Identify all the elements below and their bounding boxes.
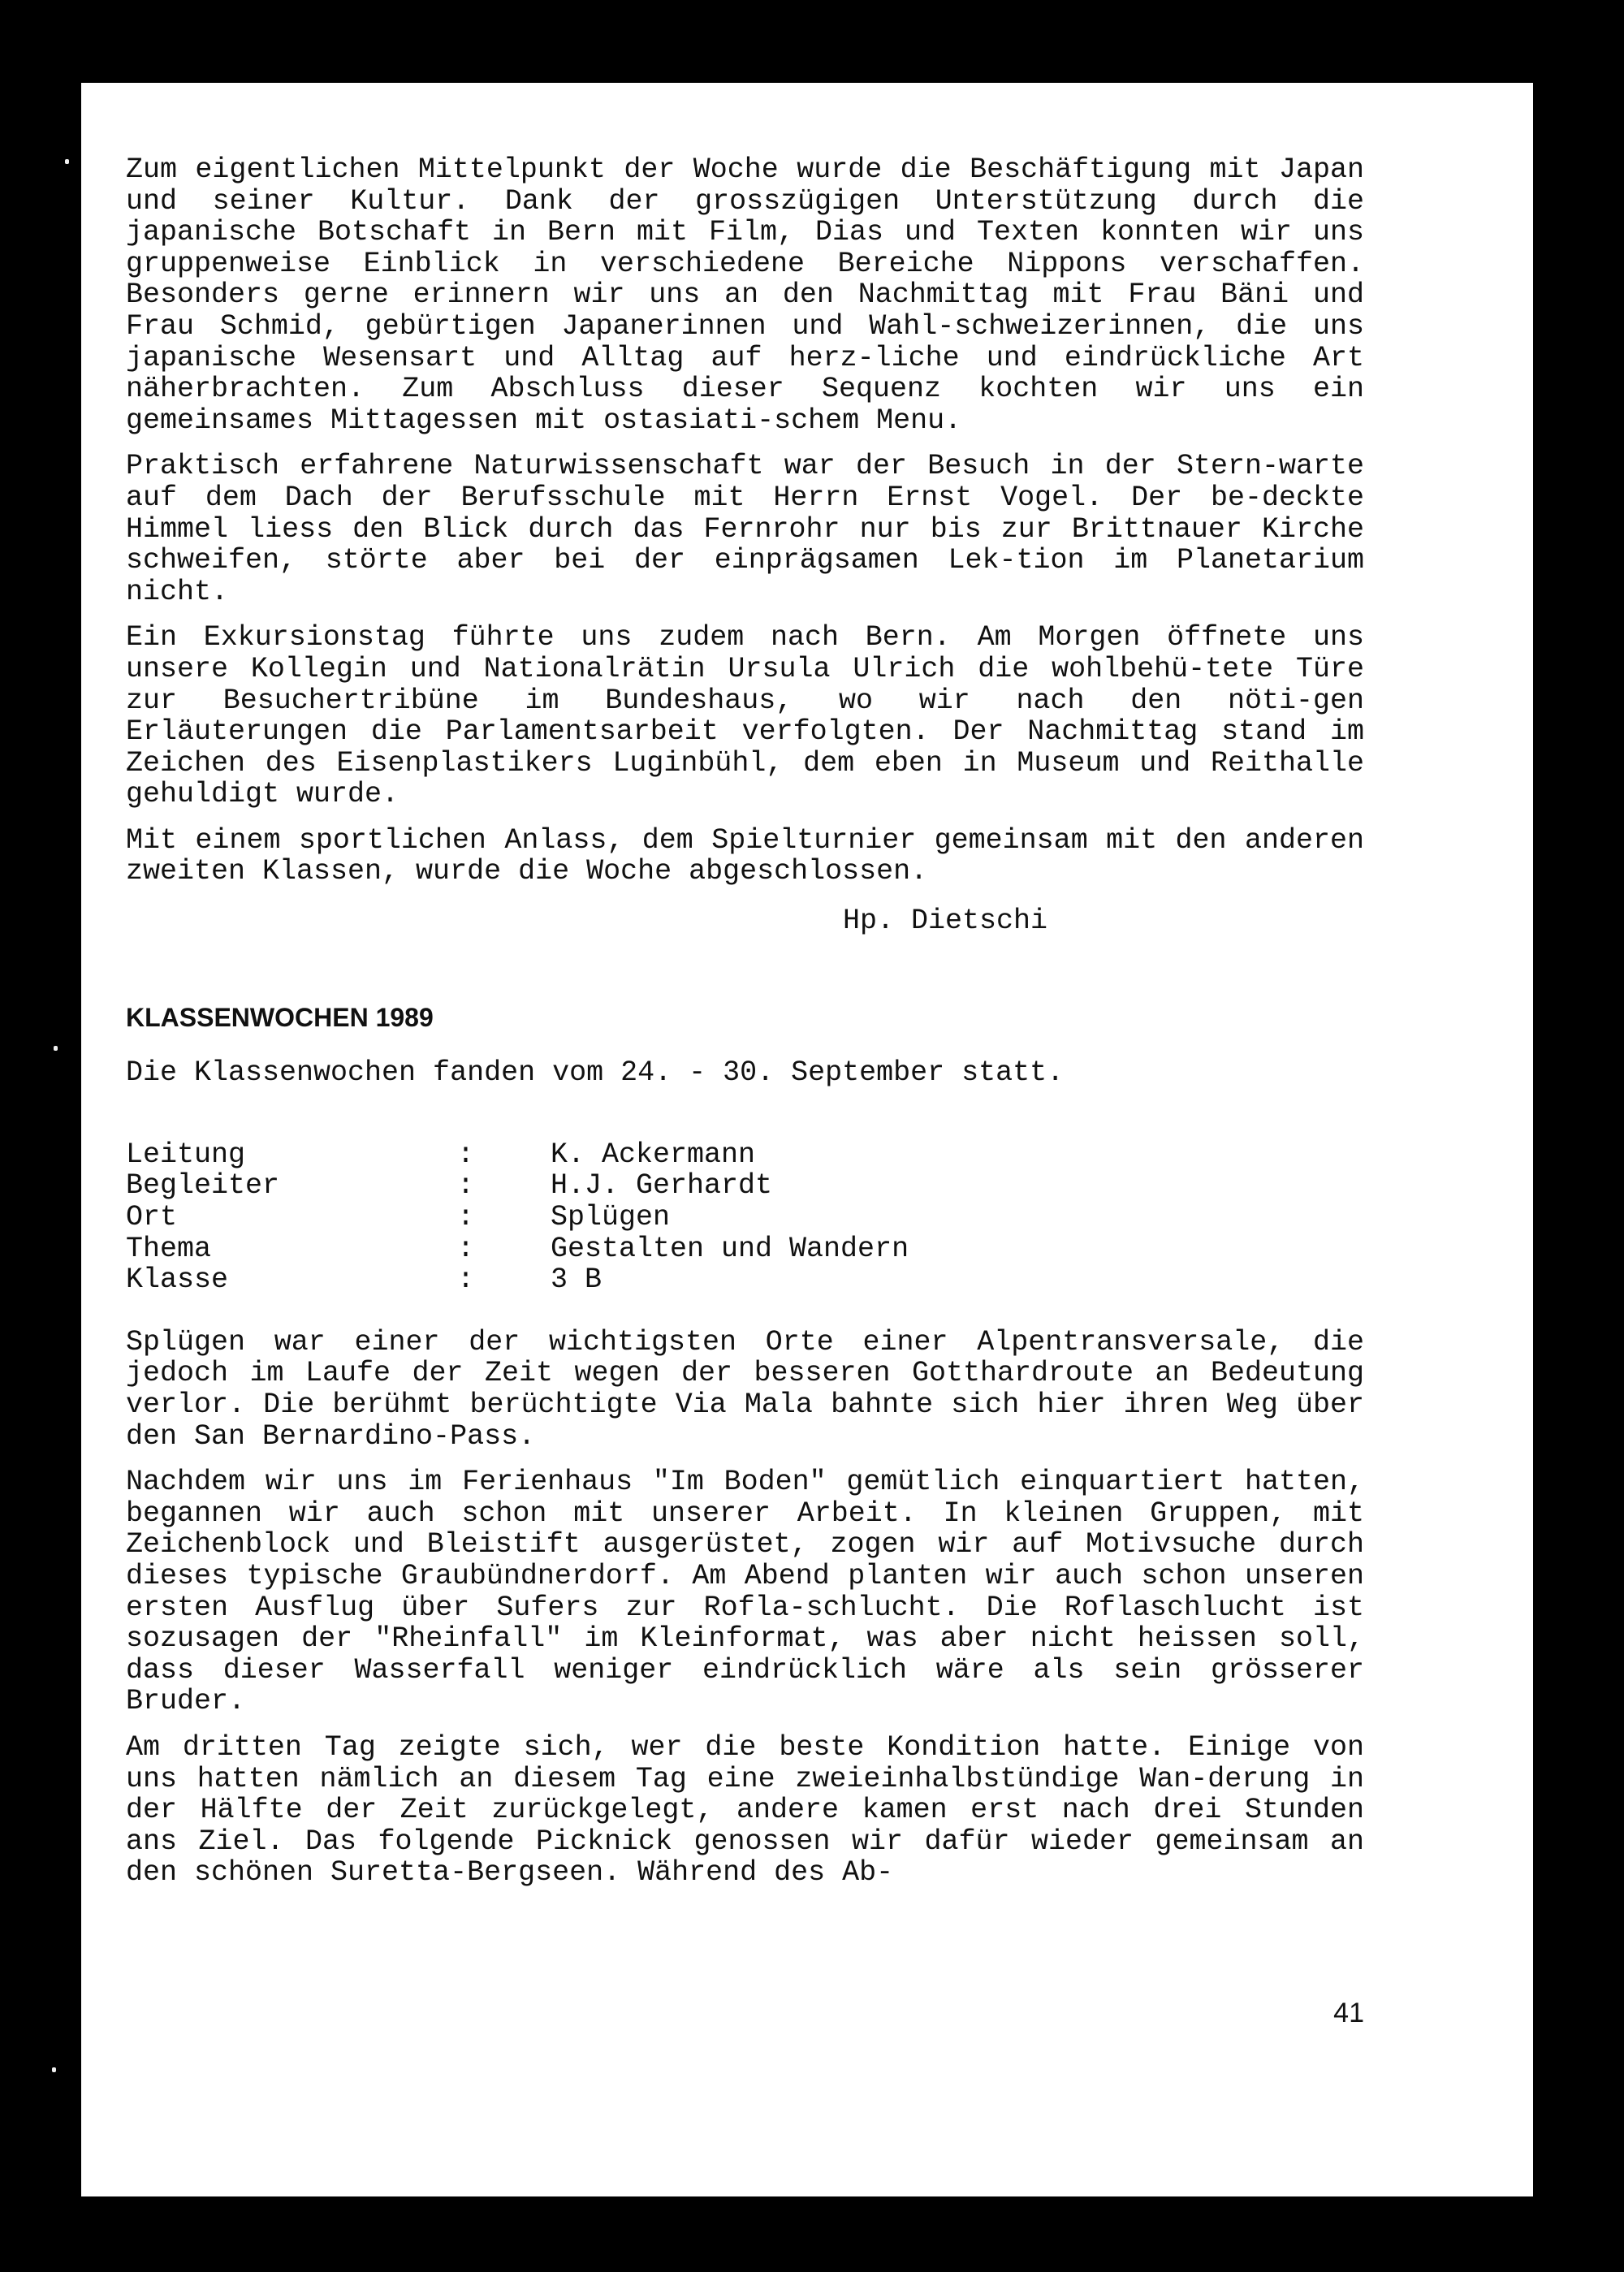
info-value: H.J. Gerhardt <box>551 1169 773 1203</box>
signature: Hp. Dietschi <box>842 905 1047 938</box>
scan-speck <box>52 2067 56 2072</box>
paragraph: Nachdem wir uns im Ferienhaus "Im Boden" gemütlich einquartiert hatten, begannen wir auch schon mit unserer Arbeit. In kleinen Gruppen, mit Zeichenblock und Bleistift ausgerüstet, zogen wir auf Motivsuche durch dieses typische Graubündnerdorf. Am Abend planten wir auch schon unseren ersten Ausflug über Sufers zur Rofla-schlucht. Die Roflaschlucht ist sozusagen der "Rheinfall" im Kleinformat, was aber nicht heissen soll, dass dieser Wasserfall weniger eindrücklich wäre als sein grösserer Bruder. <box>126 1466 1364 1718</box>
section-heading: KLASSENWOCHEN 1989 <box>126 1002 434 1032</box>
paragraph: Praktisch erfahrene Naturwissenschaft war der Besuch in der Stern-warte auf dem Dach der Berufsschule mit Herrn Ernst Vogel. Der be-deckte Himmel liess den Blick durch das Fernrohr nur bis zur Brittnauer Kirche schweifen, störte aber bei der einprägsamen Lek-tion im Planetarium nicht. <box>126 450 1364 608</box>
scan-speck <box>54 1046 58 1051</box>
paragraph: Splügen war einer der wichtigsten Orte einer Alpentransversale, die jedoch im Laufe der Zeit wegen der besseren Gotthardroute an Bedeutung verlor. Die berühmt berüchtigte Via Mala bahnte sich hier ihren Weg über den San Bernardino-Pass. <box>126 1325 1364 1453</box>
info-row <box>126 1170 1364 1202</box>
paragraph: Ein Exkursionstag führte uns zudem nach Bern. Am Morgen öffnete uns unsere Kollegin und Nationalrätin Ursula Ulrich die wohlbehü-tete Türe zur Besuchertribüne im Bundeshaus, wo wir nach den nöti-gen Erläuterungen die Parlamentsarbeit verfolgten. Der Nachmittag stand im Zeichen des Eisenplastikers Luginbühl, dem eben in Museum und Reithalle gehuldigt wurde. <box>126 621 1364 811</box>
intro-line: Die Klassenwochen fanden vom 24. - 30. September statt. <box>126 1056 1065 1090</box>
info-separator: : <box>457 1138 475 1171</box>
scan-speck <box>65 159 69 164</box>
info-value: Splügen <box>551 1201 671 1234</box>
info-row <box>126 1264 1364 1296</box>
info-value: 3 B <box>551 1263 603 1297</box>
paragraph: Mit einem sportlichen Anlass, dem Spielturnier gemeinsam mit den anderen zweiten Klassen, wurde die Woche abgeschlossen. <box>126 823 1364 888</box>
info-separator: : <box>457 1232 475 1265</box>
paragraph: Am dritten Tag zeigte sich, wer die beste Kondition hatte. Einige von uns hatten nämlich an diesem Tag eine zweieinhalbstündige Wan-derung in der Hälfte der Zeit zurückgelegt, andere kamen erst nach drei Stunden ans Ziel. Das folgende Picknick genossen wir dafür wieder gemeinsam an den schönen Suretta-Bergseen. Während des Ab- <box>126 1730 1364 1890</box>
info-label: Klasse <box>126 1263 229 1297</box>
info-label: Ort <box>126 1201 178 1234</box>
info-row <box>126 1202 1364 1233</box>
info-value: Gestalten und Wandern <box>551 1232 909 1265</box>
info-label: Leitung <box>126 1138 246 1171</box>
page-number: 41 <box>1333 1998 1364 2028</box>
document-body <box>126 154 1364 1903</box>
info-separator: : <box>457 1263 475 1297</box>
info-table <box>126 1139 1364 1296</box>
info-separator: : <box>457 1169 475 1203</box>
info-label: Thema <box>126 1232 212 1265</box>
info-separator: : <box>457 1201 475 1234</box>
info-label: Begleiter <box>126 1169 280 1203</box>
paragraph: Zum eigentlichen Mittelpunkt der Woche wurde die Beschäftigung mit Japan und seiner Kultur. Dank der grosszügigen Unterstützung durch die japanische Botschaft in Bern mit Film, Dias und Texten konnten wir uns gruppenweise Einblick in verschiedene Bereiche Nippons verschaffen. Besonders gerne erinnern wir uns an den Nachmittag mit Frau Bäni und Frau Schmid, gebürtigen Japanerinnen und Wahl-schweizerinnen, die uns japanische Wesensart und Alltag auf herz-liche und eindrückliche Art näherbrachten. Zum Abschluss dieser Sequenz kochten wir uns ein gemeinsames Mittagessen mit ostasiati-schem Menu. <box>126 153 1364 437</box>
info-value: K. Ackermann <box>551 1138 756 1171</box>
info-row <box>126 1233 1364 1265</box>
info-row <box>126 1139 1364 1171</box>
